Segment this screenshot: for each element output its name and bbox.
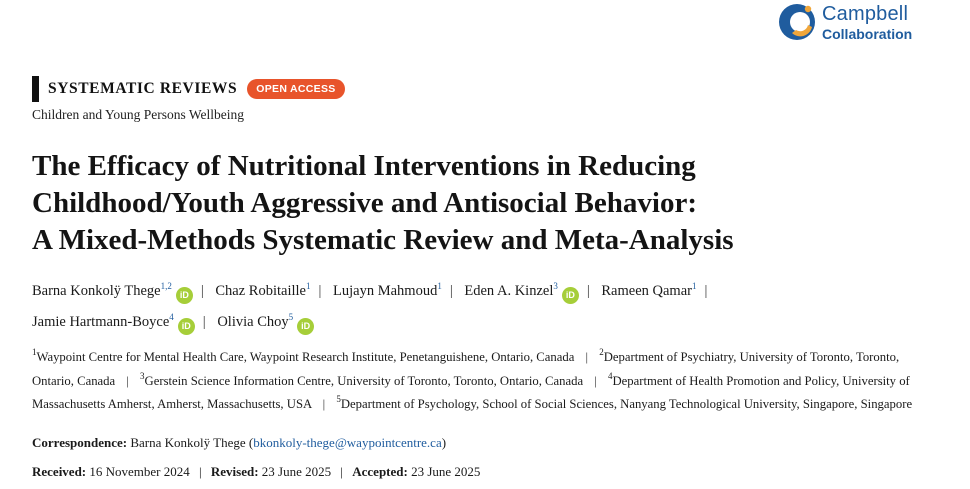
revised-label: Revised: [210,464,259,479]
section-bar [32,76,39,102]
author-affiliation-number: 5 [288,312,294,322]
affiliation-number: 2 [599,347,604,357]
orcid-icon[interactable]: iD [176,287,193,304]
author-separator: | [449,283,453,299]
title-line-2: Childhood/Youth Aggressive and Antisocial Behavior: [32,187,697,219]
section-header [32,76,345,102]
affiliation-text: Waypoint Centre for Mental Health Care, Waypoint Research Institute, Penetanguishene, Ontario, Canada [36,350,575,364]
affiliations [32,343,932,414]
orcid-icon[interactable]: iD [562,287,579,304]
affiliation-separator: | [322,397,326,411]
author-separator: | [318,283,322,299]
author-entry[interactable] [217,314,314,330]
author-affiliation-number: 4 [169,312,174,322]
affiliation-separator: | [126,373,129,388]
date-separator: | [199,464,202,479]
author-entry[interactable] [215,283,310,299]
affiliation-number: 1 [32,347,37,357]
correspondence-name: Barna Konkolÿ Thege [130,435,246,450]
author-separator: | [200,283,204,299]
affiliation-text: Department of Psychology, School of Social Sciences, Nanyang Technological University, Singapore, Singapore [340,397,913,411]
received-label: Received: [32,464,87,479]
campbell-c-icon [778,3,816,41]
revised-date: 23 June 2025 [261,464,332,479]
orcid-icon[interactable]: iD [297,318,314,335]
affiliation-number: 3 [140,370,145,381]
author-separator: | [704,283,708,299]
date-separator: | [340,464,343,479]
article-title [32,148,932,259]
article-dates [32,464,480,480]
affiliation-number: 5 [336,394,341,404]
open-access-badge: OPEN ACCESS [247,79,344,99]
author-affiliation-number: 1 [437,281,442,291]
author-separator: | [586,283,590,299]
logo-wordmark [822,4,912,41]
accepted-date: 23 June 2025 [411,464,481,479]
author-list [32,273,932,335]
author-name: Rameen Qamar [601,283,692,299]
correspondence-email-link[interactable]: bkonkoly-thege@waypointcentre.ca [253,435,442,450]
logo-line1: Campbell [822,2,909,25]
accepted-label: Accepted: [352,464,408,479]
correspondence: Correspondence: Barna Konkolÿ Thege (bkonkoly-thege@waypointcentre.ca) [32,435,447,450]
received-date: 16 November 2024 [89,464,190,479]
author-name: Barna Konkolÿ Thege [32,283,161,299]
author-name: Olivia Choy [217,314,289,330]
author-separator: | [202,314,206,330]
campbell-logo[interactable] [778,3,912,41]
author-affiliation-number: 3 [553,281,558,291]
affiliation-number: 4 [607,370,613,381]
author-name: Chaz Robitaille [215,283,306,299]
section-label: SYSTEMATIC REVIEWS [48,80,238,97]
author-affiliation-number: 1 [305,281,311,291]
topic-label: Children and Young Persons Wellbeing [32,107,245,122]
author-entry[interactable] [32,314,195,330]
affiliation-text: Department of Health Promotion and Policy, University of Massachusetts Amherst, Amherst, Massachusetts, USA [32,373,910,411]
author-name: Lujayn Mahmoud [333,283,438,299]
affiliation-separator: | [594,373,597,388]
orcid-icon[interactable]: iD [178,318,195,335]
author-affiliation-number: 1 [691,281,697,291]
title-line-3: A Mixed-Methods Systematic Review and Meta-Analysis [32,224,734,256]
author-affiliation-number: 1,2 [160,281,172,291]
author-entry[interactable] [32,283,193,299]
author-entry[interactable] [601,283,696,299]
affiliation-text: Gerstein Science Information Centre, University of Toronto, Toronto, Ontario, Canada [144,373,584,388]
author-entry[interactable] [464,283,579,299]
author-name: Jamie Hartmann-Boyce [32,314,170,330]
author-name: Eden A. Kinzel [464,283,554,299]
title-line-1: The Efficacy of Nutritional Interventions in Reducing [32,150,696,182]
correspondence-label: Correspondence: [32,435,128,450]
affiliation-separator: | [585,350,589,364]
author-entry[interactable] [333,283,442,299]
logo-line2: Collaboration [822,25,913,42]
affiliation-text: Department of Psychiatry, University of Toronto, Toronto, Ontario, Canada [32,350,900,388]
